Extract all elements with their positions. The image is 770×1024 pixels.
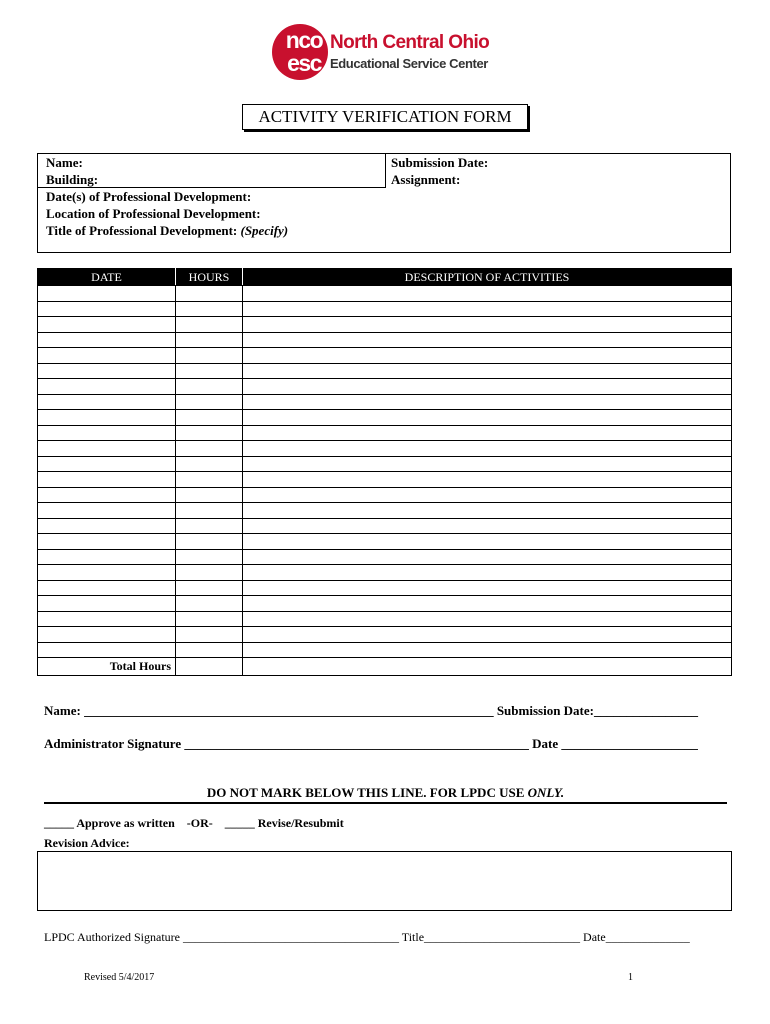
date-cell[interactable] (38, 410, 176, 426)
admin-date-label: Date (532, 736, 559, 751)
table-row (38, 627, 732, 643)
description-cell[interactable] (243, 518, 732, 534)
description-cell[interactable] (243, 394, 732, 410)
hours-cell[interactable] (176, 286, 243, 302)
date-cell[interactable] (38, 596, 176, 612)
table-row (38, 549, 732, 565)
date-cell[interactable] (38, 518, 176, 534)
pd-dates-label[interactable]: Date(s) of Professional Development: (46, 189, 252, 204)
pd-title-text: Title of Professional Development: (46, 223, 241, 238)
lpdc-use-only-heading (44, 785, 727, 801)
table-row (38, 410, 732, 426)
logo-org-subtitle: Educational Service Center (330, 56, 488, 71)
total-hours-row (38, 658, 732, 676)
description-cell[interactable] (243, 472, 732, 488)
form-title: ACTIVITY VERIFICATION FORM (242, 104, 528, 130)
table-row (38, 394, 732, 410)
date-cell[interactable] (38, 348, 176, 364)
description-cell[interactable] (243, 301, 732, 317)
date-cell[interactable] (38, 363, 176, 379)
revision-advice-box[interactable] (37, 851, 732, 911)
lpdc-title-label: Title (401, 930, 425, 944)
participant-info-box (37, 153, 731, 253)
table-row (38, 503, 732, 519)
assignment-label[interactable]: Assignment: (391, 172, 461, 187)
hours-cell[interactable] (176, 565, 243, 581)
table-row (38, 565, 732, 581)
date-cell[interactable] (38, 394, 176, 410)
hours-cell[interactable] (176, 456, 243, 472)
table-row (38, 286, 732, 302)
description-cell[interactable] (243, 379, 732, 395)
date-cell[interactable] (38, 286, 176, 302)
date-cell[interactable] (38, 456, 176, 472)
table-row (38, 379, 732, 395)
description-cell[interactable] (243, 441, 732, 457)
hours-cell[interactable] (176, 487, 243, 503)
lpdc-heading-text: DO NOT MARK BELOW THIS LINE. FOR LPDC USE (206, 785, 528, 800)
hours-cell[interactable] (176, 642, 243, 658)
table-row (38, 487, 732, 503)
hours-cell[interactable] (176, 301, 243, 317)
table-row (38, 441, 732, 457)
description-cell[interactable] (243, 487, 732, 503)
hours-cell[interactable] (176, 534, 243, 550)
date-cell[interactable] (38, 642, 176, 658)
table-row (38, 363, 732, 379)
hours-cell[interactable] (176, 425, 243, 441)
lpdc-title-blank: __________________________ (424, 930, 581, 944)
name-label[interactable]: Name: (46, 155, 83, 170)
pd-title-specify: (Specify) (240, 223, 289, 238)
total-hours-cell[interactable] (176, 658, 243, 676)
activity-table (37, 268, 732, 676)
description-cell[interactable] (243, 549, 732, 565)
date-cell[interactable] (38, 441, 176, 457)
hours-cell[interactable] (176, 441, 243, 457)
description-cell[interactable] (243, 596, 732, 612)
description-cell[interactable] (243, 363, 732, 379)
page-number: 1 (628, 972, 633, 983)
admin-signature-label: Administrator Signature (44, 736, 182, 751)
bottom-submission-label: Submission Date: (496, 703, 594, 718)
revision-advice-label: Revision Advice: (44, 836, 130, 850)
table-row (38, 348, 732, 364)
table-row (38, 472, 732, 488)
hours-column-header: HOURS (176, 269, 243, 286)
administrator-signature-line[interactable] (44, 736, 698, 752)
hours-cell[interactable] (176, 379, 243, 395)
lpdc-signature-blank: ____________________________________ (182, 930, 399, 944)
logo-nco-text: nco (285, 27, 323, 53)
date-column-header: DATE (38, 269, 176, 286)
nco-esc-logo (272, 24, 490, 82)
table-row (38, 518, 732, 534)
date-cell[interactable] (38, 425, 176, 441)
total-hours-label: Total Hours (38, 658, 176, 676)
table-row (38, 456, 732, 472)
lpdc-authorized-signature-line[interactable] (44, 930, 690, 945)
lpdc-date-blank: ______________ (605, 930, 690, 944)
hours-cell[interactable] (176, 611, 243, 627)
approve-or-revise-options[interactable]: _____ Approve as written -OR- _____ Revise/Resubmit (44, 816, 344, 830)
lpdc-signature-label: LPDC Authorized Signature (44, 930, 180, 944)
hours-cell[interactable] (176, 363, 243, 379)
logo-esc-text: esc (287, 50, 321, 76)
activity-rows (38, 286, 732, 676)
table-row (38, 580, 732, 596)
date-cell[interactable] (38, 627, 176, 643)
date-cell[interactable] (38, 379, 176, 395)
table-row (38, 642, 732, 658)
bottom-name-line[interactable] (44, 703, 698, 719)
description-cell[interactable] (243, 286, 732, 302)
hours-cell[interactable] (176, 332, 243, 348)
date-cell[interactable] (38, 487, 176, 503)
lpdc-date-label: Date (583, 930, 606, 944)
lpdc-heading-only: ONLY. (527, 785, 565, 800)
lpdc-divider-rule (44, 802, 727, 804)
hours-cell[interactable] (176, 596, 243, 612)
hours-cell[interactable] (176, 503, 243, 519)
description-cell[interactable] (243, 410, 732, 426)
pd-title-label[interactable] (46, 223, 288, 239)
description-cell[interactable] (243, 317, 732, 333)
info-column-divider (385, 154, 386, 188)
submission-date-label[interactable]: Submission Date: (391, 155, 489, 170)
table-row (38, 317, 732, 333)
description-column-header: DESCRIPTION OF ACTIVITIES (243, 269, 732, 286)
hours-cell[interactable] (176, 549, 243, 565)
description-cell[interactable] (243, 503, 732, 519)
date-cell[interactable] (38, 503, 176, 519)
description-cell[interactable] (243, 627, 732, 643)
date-cell[interactable] (38, 301, 176, 317)
date-cell[interactable] (38, 317, 176, 333)
hours-cell[interactable] (176, 472, 243, 488)
table-row (38, 611, 732, 627)
table-row (38, 425, 732, 441)
hours-cell[interactable] (176, 410, 243, 426)
description-cell[interactable] (243, 611, 732, 627)
bottom-name-label: Name: (44, 703, 81, 718)
date-cell[interactable] (38, 580, 176, 596)
total-description-cell (243, 658, 732, 676)
hours-cell[interactable] (176, 394, 243, 410)
table-row (38, 332, 732, 348)
table-row (38, 596, 732, 612)
date-cell[interactable] (38, 549, 176, 565)
description-cell[interactable] (243, 348, 732, 364)
hours-cell[interactable] (176, 348, 243, 364)
hours-cell[interactable] (176, 518, 243, 534)
pd-location-label[interactable]: Location of Professional Development: (46, 206, 261, 221)
bottom-submission-blank: ________________ (594, 703, 698, 718)
description-cell[interactable] (243, 642, 732, 658)
hours-cell[interactable] (176, 317, 243, 333)
date-cell[interactable] (38, 565, 176, 581)
description-cell[interactable] (243, 425, 732, 441)
date-cell[interactable] (38, 332, 176, 348)
table-row (38, 534, 732, 550)
table-header-row (38, 269, 732, 286)
bottom-name-blank: _______________________________________________________________ (84, 703, 494, 718)
date-cell[interactable] (38, 611, 176, 627)
description-cell[interactable] (243, 456, 732, 472)
date-cell[interactable] (38, 472, 176, 488)
admin-date-blank: _____________________ (561, 736, 698, 751)
logo-org-name: North Central Ohio (330, 32, 490, 53)
description-cell[interactable] (243, 565, 732, 581)
hours-cell[interactable] (176, 627, 243, 643)
date-cell[interactable] (38, 534, 176, 550)
description-cell[interactable] (243, 534, 732, 550)
revision-date-footer: Revised 5/4/2017 (84, 972, 155, 983)
admin-signature-blank: _____________________________________________________ (184, 736, 529, 751)
description-cell[interactable] (243, 580, 732, 596)
hours-cell[interactable] (176, 580, 243, 596)
description-cell[interactable] (243, 332, 732, 348)
table-row (38, 301, 732, 317)
building-label[interactable]: Building: (46, 172, 99, 187)
